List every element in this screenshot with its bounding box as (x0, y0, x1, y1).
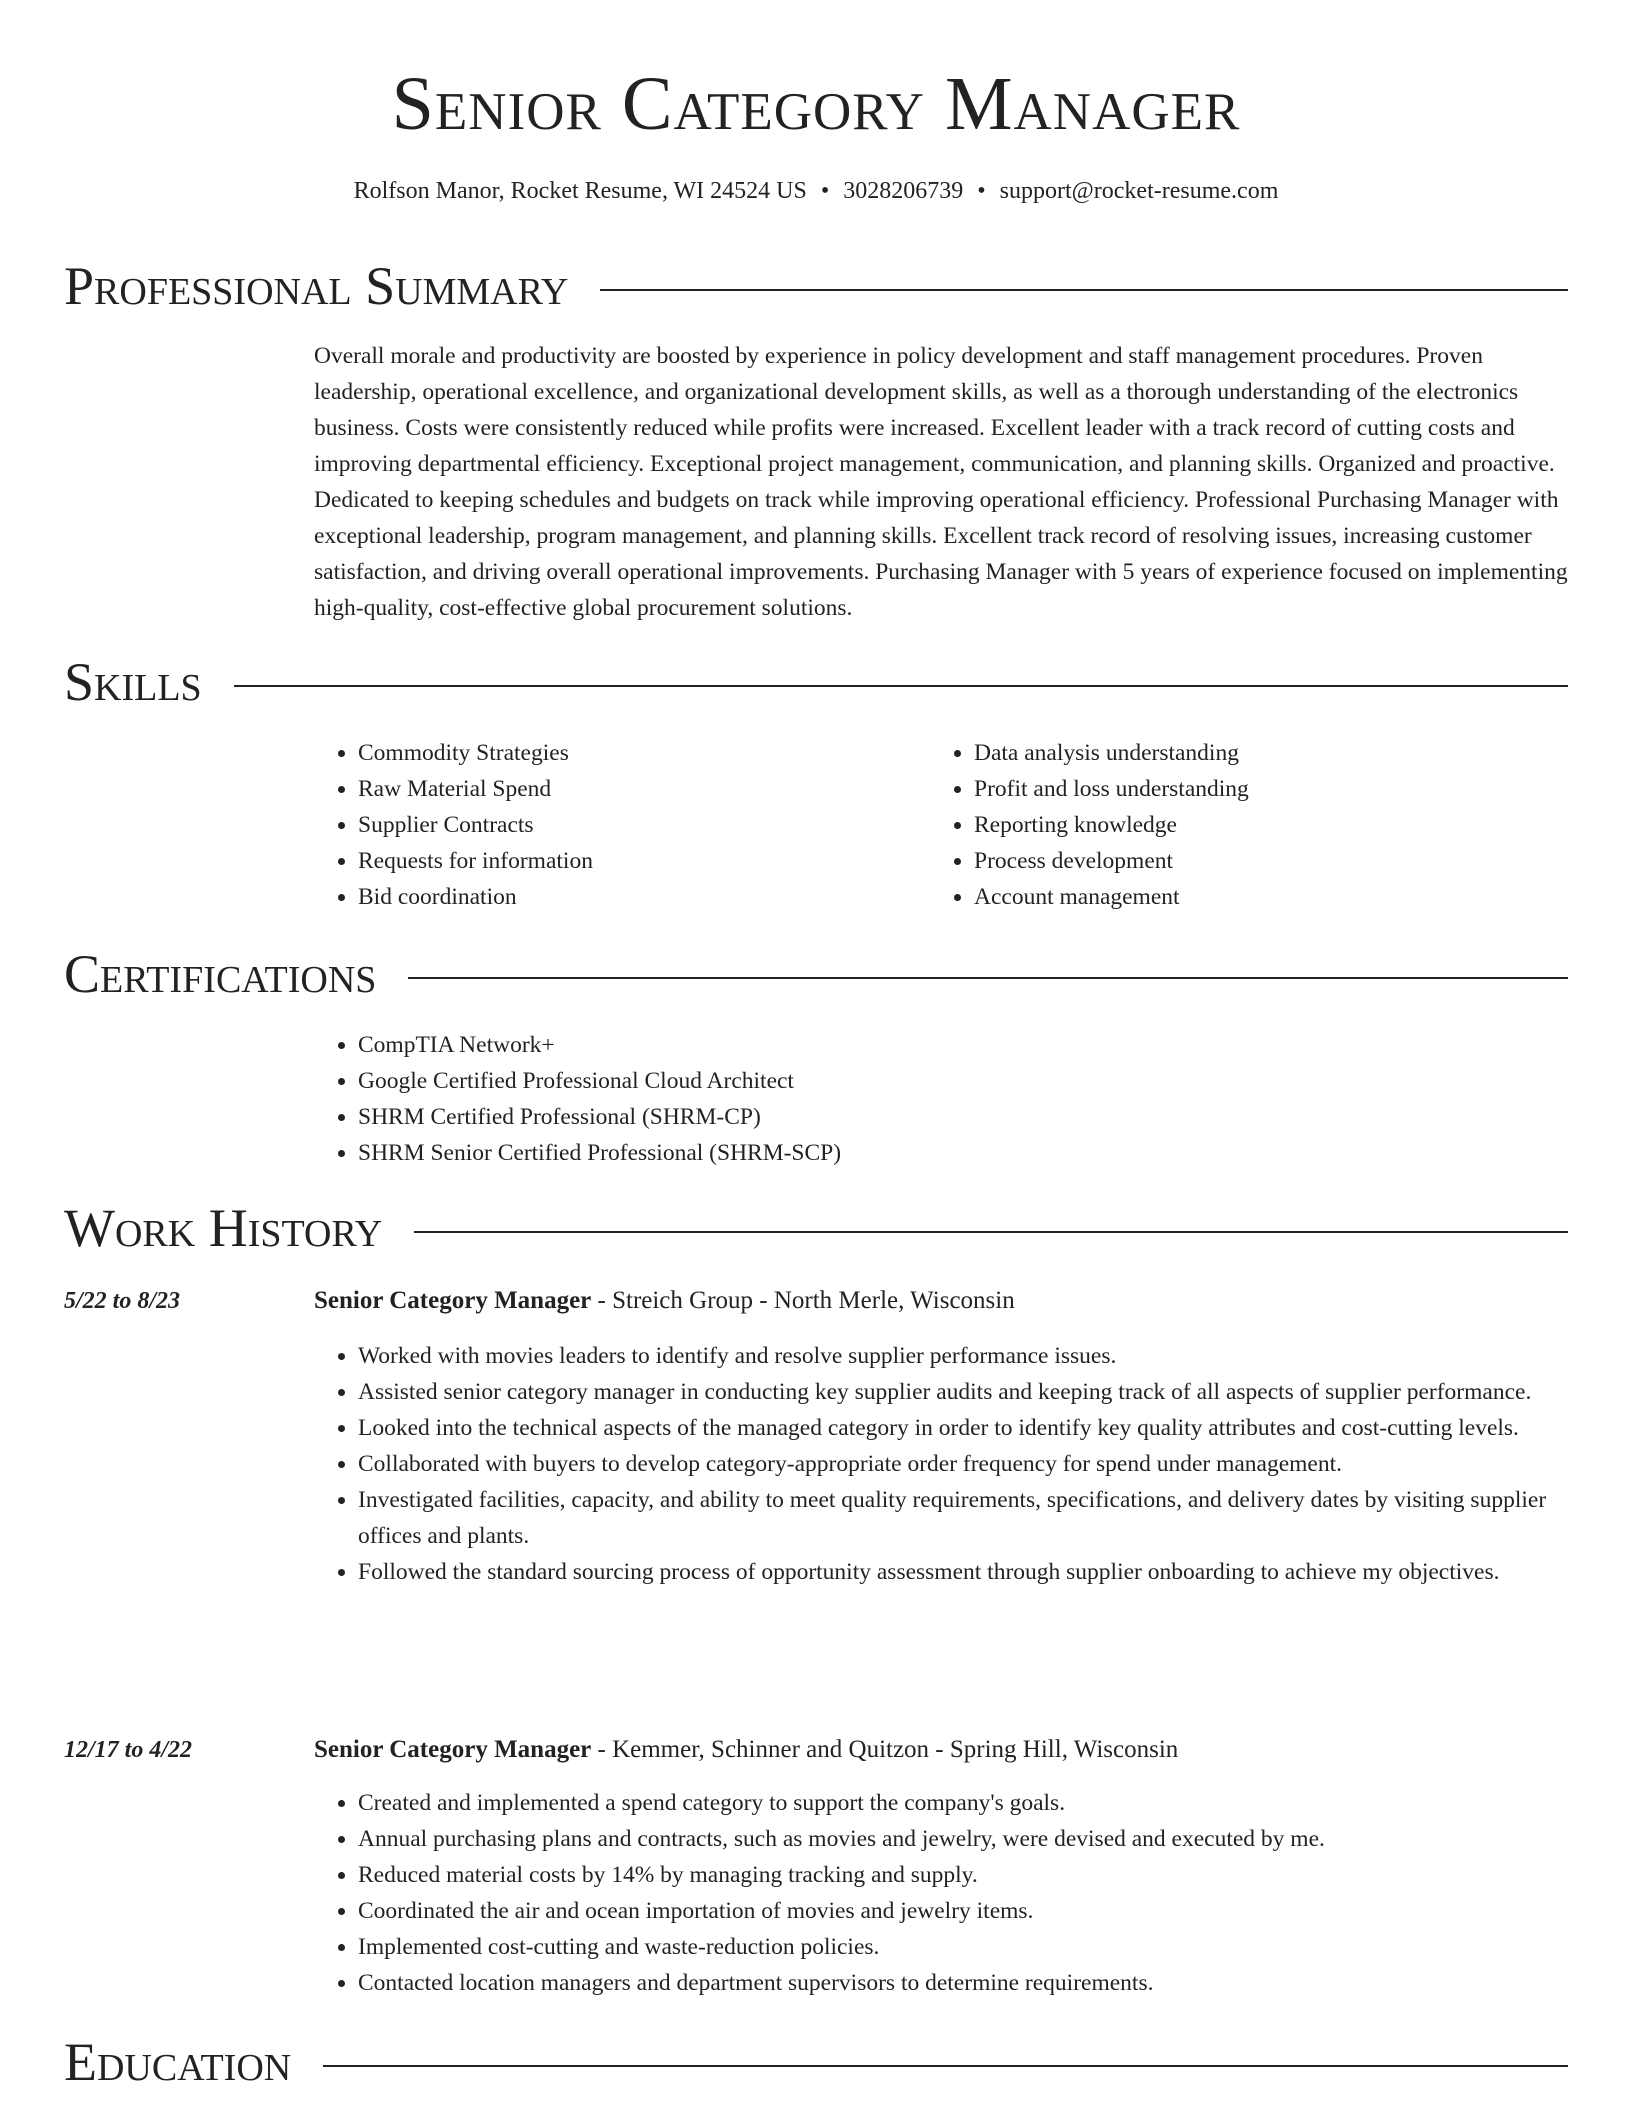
list-item: • Annual purchasing plans and contracts, such as movies and jewelry, were devised and executed by me. (358, 1821, 1574, 1857)
list-item: • CompTIA Network+ (358, 1027, 1514, 1063)
list-item: • Worked with movies leaders to identify and resolve supplier performance issues. (358, 1338, 1574, 1374)
contact-address: Rolfson Manor, Rocket Resume, WI 24524 US (353, 178, 807, 204)
list-item: • Requests for information (358, 843, 914, 879)
list-item: • Coordinated the air and ocean importation of movies and jewelry items. (358, 1893, 1574, 1929)
section-divider (408, 977, 1568, 979)
job-dates: 5/22 to 8/23 (64, 1288, 181, 1314)
certifications-list (314, 1027, 1514, 1171)
list-item: • SHRM Senior Certified Professional (SHRM-SCP) (358, 1135, 1514, 1171)
list-item: • Bid coordination (358, 879, 914, 915)
skills-list-left (314, 735, 914, 915)
section-divider (323, 2065, 1568, 2067)
section-divider (600, 289, 1568, 291)
list-item: • Followed the standard sourcing process of opportunity assessment through supplier onboarding to achieve my objectives. (358, 1554, 1574, 1590)
section-title-certifications: Certifications (64, 944, 377, 1004)
section-title-work-history: Work History (64, 1198, 383, 1258)
list-item: • Google Certified Professional Cloud Architect (358, 1063, 1514, 1099)
job-dates: 12/17 to 4/22 (64, 1737, 193, 1763)
section-header-summary (64, 254, 1568, 318)
section-header-skills (64, 650, 1568, 714)
contact-separator: • (820, 178, 830, 204)
list-item: • Investigated facilities, capacity, and ability to meet quality requirements, specifications, and delivery dates by visiting supplier offices and plants. (358, 1482, 1574, 1554)
section-divider (414, 1231, 1568, 1233)
list-item: • Supplier Contracts (358, 807, 914, 843)
section-divider (234, 685, 1568, 687)
list-item: • Created and implemented a spend category to support the company's goals. (358, 1785, 1574, 1821)
list-item: • Looked into the technical aspects of the managed category in order to identify key quality attributes and cost-cutting levels. (358, 1410, 1574, 1446)
job-heading (314, 1733, 1574, 1767)
list-item: • Collaborated with buyers to develop category-appropriate order frequency for spend under management. (358, 1446, 1574, 1482)
list-item: • Assisted senior category manager in conducting key supplier audits and keeping track of all aspects of supplier performance. (358, 1374, 1574, 1410)
section-header-education (64, 2030, 1568, 2094)
list-item: • Reduced material costs by 14% by managing tracking and supply. (358, 1857, 1574, 1893)
section-title-summary: Professional Summary (64, 256, 569, 316)
job-role: Senior Category Manager (314, 1736, 592, 1763)
list-item: • Contacted location managers and department supervisors to determine requirements. (358, 1965, 1574, 2001)
contact-line (0, 174, 1632, 208)
job-details: - Kemmer, Schinner and Quitzon - Spring Hill, Wisconsin (591, 1736, 1179, 1763)
job-heading (314, 1284, 1574, 1318)
section-title-skills: Skills (64, 652, 202, 712)
list-item: • Account management (974, 879, 1530, 915)
section-header-work-history (64, 1196, 1568, 1260)
list-item: • Profit and loss understanding (974, 771, 1530, 807)
list-item: • Implemented cost-cutting and waste-reduction policies. (358, 1929, 1574, 1965)
job-details: - Streich Group - North Merle, Wisconsin (591, 1287, 1015, 1314)
list-item: • Commodity Strategies (358, 735, 914, 771)
contact-email: support@rocket-resume.com (999, 178, 1279, 204)
list-item: • Raw Material Spend (358, 771, 914, 807)
list-item: • Process development (974, 843, 1530, 879)
job-bullets (314, 1785, 1574, 2001)
candidate-name: Senior Category Manager (391, 62, 1241, 146)
contact-separator: • (977, 178, 986, 204)
summary-text: Overall morale and productivity are boosted by experience in policy development and staff management procedures. Proven leadership, operational excellence, and organizational development skills, as well as a thorough understanding of the electronics business. Costs were consistently reduced while profits were increased. Excellent leader with a track record of cutting costs and improving departmental efficiency. Exceptional project management, communication, and planning skills. Organized and proactive. Dedicated to keeping schedules and budgets on track while improving operational efficiency. Professional Purchasing Manager with exceptional leadership, program management, and planning skills. Excellent track record of resolving issues, increasing customer satisfaction, and driving overall operational improvements. Purchasing Manager with 5 years of experience focused on implementing high-quality, cost-effective global procurement solutions. (314, 343, 1568, 621)
contact-phone: 3028206739 (843, 178, 964, 204)
job-bullets (314, 1338, 1574, 1590)
section-header-certifications (64, 942, 1568, 1006)
list-item: • Data analysis understanding (974, 735, 1530, 771)
job-role: Senior Category Manager (314, 1287, 592, 1314)
list-item: • Reporting knowledge (974, 807, 1530, 843)
section-title-education: Education (64, 2032, 292, 2092)
list-item: • SHRM Certified Professional (SHRM-CP) (358, 1099, 1514, 1135)
skills-list-right (930, 735, 1530, 915)
